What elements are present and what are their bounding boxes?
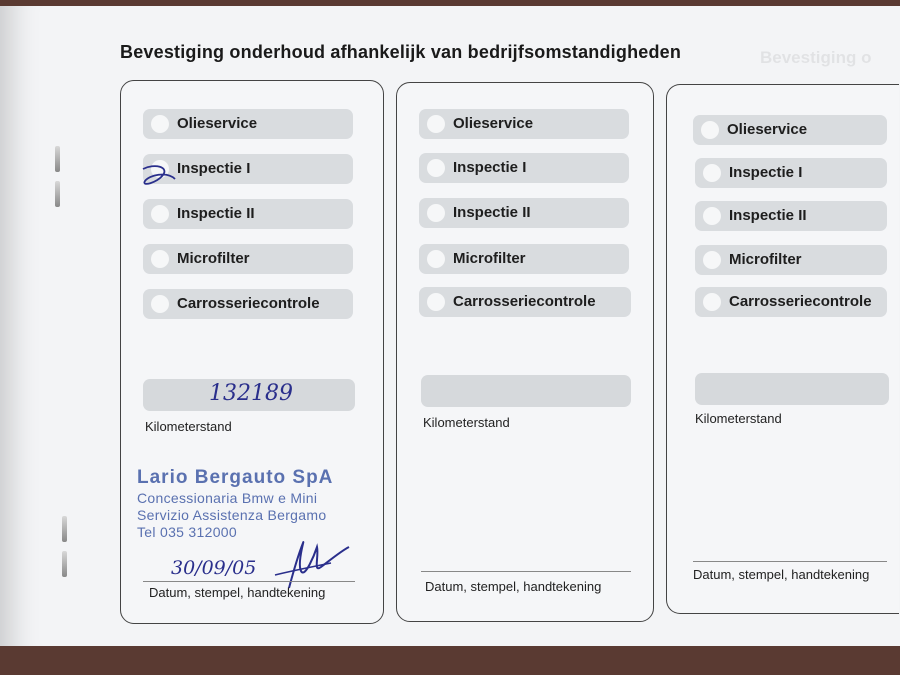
checkbox-circle[interactable]: [703, 164, 721, 182]
option-label: Inspectie I: [177, 160, 251, 177]
staple: [62, 551, 67, 577]
handwritten-date: 30/09/05: [171, 557, 257, 579]
kilometerstand-label: Kilometerstand: [423, 415, 510, 430]
option-olieservice[interactable]: [693, 115, 887, 145]
kilometerstand-label: Kilometerstand: [695, 411, 782, 426]
option-inspectie-2[interactable]: [143, 199, 353, 229]
option-label: Inspectie I: [453, 159, 527, 176]
checkbox-circle[interactable]: [151, 250, 169, 268]
option-inspectie-1[interactable]: [695, 158, 887, 188]
option-label: Microfilter: [729, 251, 802, 268]
date-stamp-signature-label: Datum, stempel, handtekening: [693, 567, 870, 582]
option-label: Inspectie II: [453, 204, 531, 221]
show-through-text: Bevestiging o: [760, 48, 872, 67]
option-label: Carrosseriecontrole: [453, 293, 596, 310]
option-label: Inspectie I: [729, 164, 803, 181]
checkbox-circle[interactable]: [427, 204, 445, 222]
staple: [62, 516, 67, 542]
signature-line: [143, 581, 355, 582]
kilometerstand-field[interactable]: [421, 375, 631, 407]
service-card-1: [120, 80, 384, 624]
option-olieservice[interactable]: [143, 109, 353, 139]
option-microfilter[interactable]: [143, 244, 353, 274]
check-mark-icon: [137, 161, 179, 193]
option-label: Inspectie II: [729, 207, 807, 224]
signature-line: [693, 561, 887, 562]
option-label: Olieservice: [177, 115, 258, 132]
option-label: Olieservice: [727, 121, 808, 138]
checkbox-circle[interactable]: [427, 159, 445, 177]
option-inspectie-1[interactable]: [419, 153, 629, 183]
handwritten-km-value: 132189: [209, 381, 293, 406]
option-inspectie-2[interactable]: [695, 201, 887, 231]
checkbox-circle[interactable]: [151, 295, 169, 313]
stamp-title: Lario Bergauto SpA: [137, 467, 334, 488]
kilometerstand-label: Kilometerstand: [145, 419, 232, 434]
page-heading: Bevestiging onderhoud afhankelijk van bedrijfsomstandigheden: [120, 42, 682, 62]
service-card-3: [666, 84, 899, 614]
service-card-2: [396, 82, 654, 622]
checkbox-circle[interactable]: [701, 121, 719, 139]
option-carrosseriecontrole[interactable]: [695, 287, 887, 317]
option-carrosseriecontrole[interactable]: [419, 287, 631, 317]
option-microfilter[interactable]: [695, 245, 887, 275]
option-label: Microfilter: [177, 250, 250, 267]
option-carrosseriecontrole[interactable]: [143, 289, 353, 319]
option-label: Olieservice: [453, 115, 534, 132]
dealer-stamp: [137, 467, 333, 540]
option-label: Inspectie II: [177, 205, 255, 222]
signature-line: [421, 571, 631, 572]
staple: [55, 146, 60, 172]
checkbox-circle[interactable]: [151, 115, 169, 133]
checkbox-circle[interactable]: [703, 251, 721, 269]
date-stamp-signature-label: Datum, stempel, handtekening: [149, 585, 326, 600]
stamp-line: Concessionaria Bmw e Mini: [137, 490, 318, 506]
checkbox-circle[interactable]: [703, 293, 721, 311]
checkbox-circle[interactable]: [427, 250, 445, 268]
option-olieservice[interactable]: [419, 109, 629, 139]
option-label: Carrosseriecontrole: [177, 295, 320, 312]
checkbox-circle[interactable]: [703, 207, 721, 225]
service-booklet-page: [0, 6, 900, 646]
option-inspectie-2[interactable]: [419, 198, 629, 228]
stamp-line: Tel 035 312000: [137, 524, 237, 540]
stamp-line: Servizio Assistenza Bergamo: [137, 507, 327, 523]
kilometerstand-field[interactable]: [695, 373, 889, 405]
checkbox-circle[interactable]: [427, 115, 445, 133]
staple: [55, 181, 60, 207]
date-stamp-signature-label: Datum, stempel, handtekening: [425, 579, 602, 594]
checkbox-circle[interactable]: [151, 205, 169, 223]
option-label: Carrosseriecontrole: [729, 293, 872, 310]
option-label: Microfilter: [453, 250, 526, 267]
option-microfilter[interactable]: [419, 244, 629, 274]
checkbox-circle[interactable]: [427, 293, 445, 311]
